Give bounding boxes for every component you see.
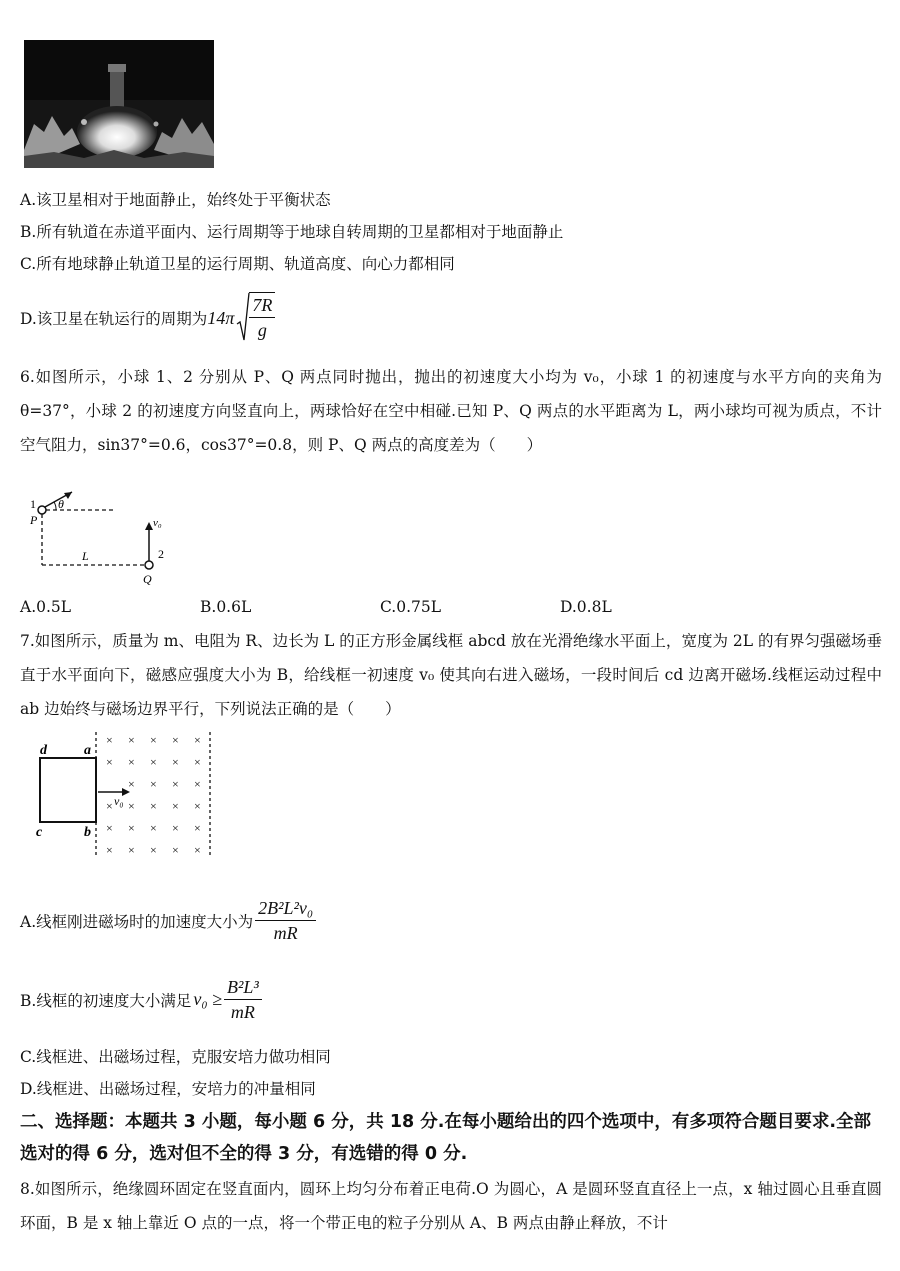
magnetic-field-cross: × <box>106 755 113 769</box>
q6-fig-two: 2 <box>158 547 164 561</box>
magnetic-field-cross: × <box>106 799 113 813</box>
magnetic-field-cross: × <box>194 777 201 791</box>
magnetic-field-cross: × <box>128 777 135 791</box>
magnetic-field-cross: × <box>194 755 201 769</box>
magnetic-field-cross: × <box>150 843 157 857</box>
q7-option-b-rel: v₀ ≥ <box>193 989 222 1009</box>
magnetic-field-cross: × <box>150 821 157 835</box>
q7-option-b-text: B.线框的初速度大小满足 <box>20 991 192 1010</box>
q7-fig-d: d <box>40 743 47 758</box>
magnetic-field-cross: × <box>194 799 201 813</box>
q6-fig-theta: θ <box>58 497 64 511</box>
q5-option-d-num: 7R <box>249 293 275 318</box>
magnetic-field-cross: × <box>128 799 135 813</box>
q7-stem: 7.如图所示，质量为 m、电阻为 R、边长为 L 的正方形金属线框 abcd 放在光滑绝缘水平面上，宽度为 2L 的有界匀强磁场垂直于水平面向下，磁感应强度大小为 B，给线框一初速度 v₀ 使其向右进入磁场，一段时间后 cd 边离开磁场.线框运动过程中 ab 边始终与磁场边界平行，下列说法正确的是（ ） <box>20 632 882 718</box>
sqrt-sign <box>236 292 277 344</box>
magnetic-field-cross: × <box>194 821 201 835</box>
magnetic-field-cross: × <box>150 777 157 791</box>
q6-stem: 6.如图所示，小球 1、2 分别从 P、Q 两点同时抛出，抛出的初速度大小均为 v₀，小球 1 的初速度与水平方向的夹角为 θ=37°，小球 2 的初速度方向竖直向上，两球恰好在空中相碰.已知 P、Q 两点的水平距离为 L，两小球均可视为质点，不计空气阻力，sin37°=0.6，cos37°=0.8，则 P、Q 两点的高度差为（ ） <box>20 368 882 454</box>
q5-option-b: B.所有轨道在赤道平面内、运行周期等于地球自转周期的卫星都相对于地面静止 <box>20 223 564 241</box>
magnetic-field-cross: × <box>128 843 135 857</box>
q6-fig-L: L <box>82 549 89 563</box>
magnetic-field-cross: × <box>150 799 157 813</box>
magnetic-field-cross: × <box>172 733 179 747</box>
q7-option-d: D.线框进、出磁场过程，安培力的冲量相同 <box>20 1080 316 1098</box>
q6-fig-one: 1 <box>30 497 36 511</box>
q7-option-a <box>20 896 318 945</box>
q7-option-a-den: mR <box>273 923 298 943</box>
q5-option-d <box>20 292 277 344</box>
magnetic-field-cross: × <box>106 733 113 747</box>
q7-fig-c: c <box>36 825 43 840</box>
q5-option-d-den: g <box>257 320 267 340</box>
magnetic-field-cross: × <box>172 777 179 791</box>
q7-fig-v0: v₀ <box>114 794 124 808</box>
magnetic-field-cross: × <box>172 821 179 835</box>
q7-figure <box>26 730 226 860</box>
magnetic-field-cross: × <box>128 821 135 835</box>
magnetic-field-cross: × <box>150 733 157 747</box>
q6-option-c: C.0.75L <box>380 598 442 616</box>
q7-option-b <box>20 975 264 1024</box>
q6-fig-p: P <box>30 513 38 527</box>
q6-fig-q: Q <box>143 572 152 586</box>
magnetic-field-cross: × <box>172 799 179 813</box>
magnetic-field-cross: × <box>128 733 135 747</box>
q7-option-b-den: mR <box>230 1002 255 1022</box>
q5-option-c: C.所有地球静止轨道卫星的运行周期、轨道高度、向心力都相同 <box>20 255 455 273</box>
q6-figure <box>24 490 184 590</box>
section-2-heading: 二、选择题：本题共 3 小题，每小题 6 分，共 18 分.在每小题给出的四个选项中，有多项符合题目要求.全部选对的得 6 分，选对但不全的得 3 分，有选错的得 0 分. <box>20 1112 872 1164</box>
magnetic-field-cross: × <box>172 843 179 857</box>
q8-stem: 8.如图所示，绝缘圆环固定在竖直面内，圆环上均匀分布着正电荷.O 为圆心，A 是圆环竖直直径上一点，x 轴过圆心且垂直圆环面，B 是 x 轴上靠近 O 点的一点，将一个带正电的粒子分别从 A、B 两点由静止释放，不计 <box>20 1180 882 1232</box>
q5-option-d-text: D.该卫星在轨运行的周期为 <box>20 310 208 328</box>
magnetic-field-cross: × <box>194 843 201 857</box>
q6-option-d: D.0.8L <box>560 598 612 616</box>
q7-option-c: C.线框进、出磁场过程，克服安培力做功相同 <box>20 1048 331 1066</box>
q6-option-a: A.0.5L <box>20 598 72 616</box>
q5-option-a: A.该卫星相对于地面静止，始终处于平衡状态 <box>20 191 331 209</box>
magnetic-field-cross: × <box>106 843 113 857</box>
magnetic-field-cross: × <box>150 755 157 769</box>
magnetic-field-cross: × <box>106 821 113 835</box>
q7-option-a-num: 2B²L²v₀ <box>255 896 316 921</box>
q6-fig-v0: v₀ <box>153 517 162 529</box>
q7-option-b-num: B²L³ <box>224 975 262 1000</box>
q5-option-d-coef: 14π <box>207 307 235 328</box>
q6-option-b: B.0.6L <box>200 598 252 616</box>
magnetic-field-cross: × <box>128 755 135 769</box>
rocket-launch-photo <box>24 40 214 168</box>
magnetic-field-cross: × <box>172 755 179 769</box>
q7-fig-a: a <box>84 743 91 758</box>
q7-option-a-text: A.线框刚进磁场时的加速度大小为 <box>20 912 254 931</box>
magnetic-field-cross: × <box>194 733 201 747</box>
q7-fig-b: b <box>84 825 91 840</box>
